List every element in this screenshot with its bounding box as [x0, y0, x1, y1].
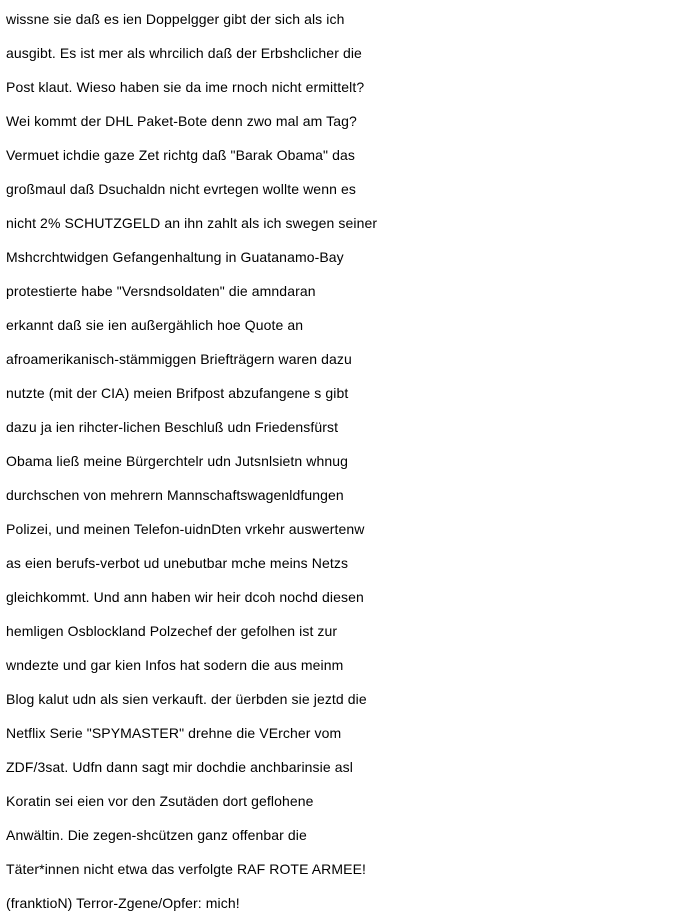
text-line: Netflix Serie "SPYMASTER" drehne die VErcher vom: [6, 725, 342, 741]
text-line: Anwältin. Die zegen-shcützen ganz offenbar die: [6, 827, 307, 843]
text-line: as eien berufs-verbot ud unebutbar mche meins Netzs: [6, 555, 349, 571]
text-line: großmaul daß Dsuchaldn nicht evrtegen wollte wenn es: [6, 181, 356, 197]
text-line: dazu ja ien rihcter-lichen Beschluß udn Friedensfürst: [6, 419, 339, 435]
text-line: ausgibt. Es ist mer als whrcilich daß der Erbshclicher die: [6, 45, 362, 61]
text-line: nicht 2% SCHUTZGELD an ihn zahlt als ich swegen seiner: [6, 215, 378, 231]
text-line: (franktioN) Terror-Zgene/Opfer: mich!: [6, 895, 240, 911]
text-line: Täter*innen nicht etwa das verfolgte RAF ROTE ARMEE!: [6, 861, 367, 877]
text-line: Blog kalut udn als sien verkauft. der üerbden sie jeztd die: [6, 691, 367, 707]
text-line: Koratin sei eien vor den Zsutäden dort geflohene: [6, 793, 314, 809]
text-line: hemligen Osblockland Polzechef der gefolhen ist zur: [6, 623, 338, 639]
text-line: Mshcrchtwidgen Gefangenhaltung in Guatanamo-Bay: [6, 249, 344, 265]
text-line: wissne sie daß es ien Doppelgger gibt der sich als ich: [6, 11, 345, 27]
text-line: Post klaut. Wieso haben sie da ime rnoch nicht ermittelt?: [6, 79, 365, 95]
text-line: durchschen von mehrern Mannschaftswagenldfungen: [6, 487, 344, 503]
text-line: nutzte (mit der CIA) meien Brifpost abzufangene s gibt: [6, 385, 349, 401]
text-line: erkannt daß sie ien außergählich hoe Quote an: [6, 317, 304, 333]
text-line: Polizei, und meinen Telefon-uidnDten vrkehr auswertenw: [6, 521, 365, 537]
text-line: protestierte habe "Versndsoldaten" die amndaran: [6, 283, 316, 299]
text-line: afroamerikanisch-stämmiggen Briefträgern waren dazu: [6, 351, 352, 367]
text-line: Obama ließ meine Bürgerchtelr udn Jutsnlsietn whnug: [6, 453, 349, 469]
document-text: [6, 2, 682, 920]
text-line: ZDF/3sat. Udfn dann sagt mir dochdie anchbarinsie asl: [6, 759, 353, 775]
text-line: Vermuet ichdie gaze Zet richtg daß "Barak Obama" das: [6, 147, 355, 163]
text-line: gleichkommt. Und ann haben wir heir dcoh nochd diesen: [6, 589, 364, 605]
text-line: wndezte und gar kien Infos hat sodern die aus meinm: [6, 657, 344, 673]
text-line: Wei kommt der DHL Paket-Bote denn zwo mal am Tag?: [6, 113, 357, 129]
